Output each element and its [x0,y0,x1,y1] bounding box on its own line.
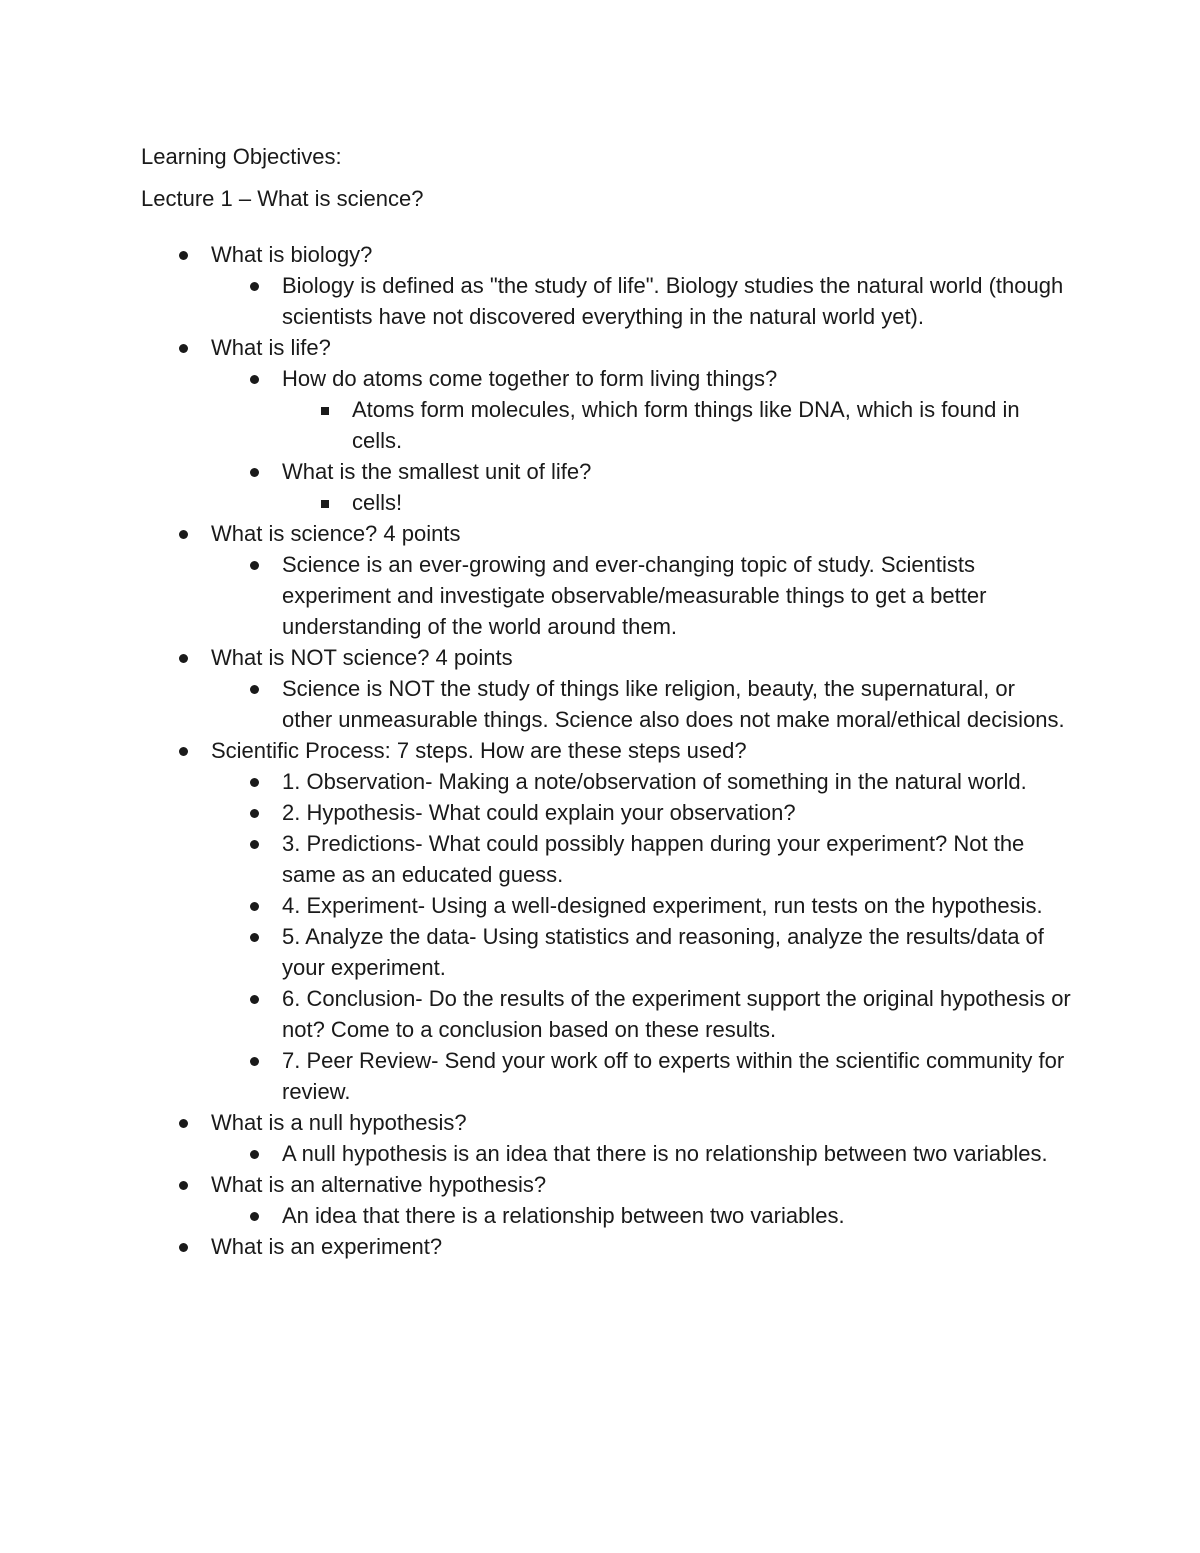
outline-item-text: What is the smallest unit of life? [282,459,592,484]
outline-item-text: cells! [352,490,403,515]
outline-item-level-2 [141,1045,1071,1107]
outline-item-level-1 [141,735,1071,766]
outline-item-text: A null hypothesis is an idea that there is no relationship between two variables. [282,1141,1048,1166]
document-body [141,141,1071,1262]
outline-item-text: What is NOT science? 4 points [211,645,513,670]
outline-item-level-2 [141,363,1071,394]
outline-item-text: 1. Observation- Making a note/observation of something in the natural world. [282,769,1027,794]
square-bullet-icon [321,407,329,415]
round-bullet-icon [250,995,259,1004]
round-bullet-icon [179,344,188,353]
outline-item-level-2 [141,890,1071,921]
round-bullet-icon [179,530,188,539]
outline-item-level-1 [141,1169,1071,1200]
round-bullet-icon [179,1181,188,1190]
outline-item-text: How do atoms come together to form living things? [282,366,778,391]
outline-item-level-1 [141,239,1071,270]
outline-item-level-2 [141,673,1071,735]
round-bullet-icon [179,1119,188,1128]
round-bullet-icon [250,1150,259,1159]
round-bullet-icon [179,747,188,756]
outline-item-text: What is an experiment? [211,1234,443,1259]
outline-item-text: Biology is defined as "the study of life". Biology studies the natural world (though scientists have not discovered everything in the natural world yet). [282,273,1064,329]
outline-item-level-2 [141,1138,1071,1169]
outline-item-level-1 [141,1107,1071,1138]
outline-item-level-2 [141,797,1071,828]
outline-item-level-2 [141,828,1071,890]
round-bullet-icon [250,902,259,911]
outline-item-text: Science is NOT the study of things like religion, beauty, the supernatural, or other unmeasurable things. Science also does not make moral/ethical decisions. [282,676,1065,732]
outline-item-level-2 [141,766,1071,797]
round-bullet-icon [250,282,259,291]
outline-item-text: What is science? 4 points [211,521,461,546]
outline-item-level-2 [141,549,1071,642]
outline-item-text: What is life? [211,335,331,360]
outline-item-level-2 [141,456,1071,487]
round-bullet-icon [179,1243,188,1252]
outline-list [141,239,1071,1262]
outline-item-text: Atoms form molecules, which form things like DNA, which is found in cells. [352,397,1020,453]
outline-item-text: Scientific Process: 7 steps. How are these steps used? [211,738,747,763]
outline-item-text: An idea that there is a relationship between two variables. [282,1203,845,1228]
outline-item-text: What is biology? [211,242,373,267]
round-bullet-icon [250,468,259,477]
outline-item-text: 2. Hypothesis- What could explain your observation? [282,800,796,825]
outline-item-level-1 [141,332,1071,363]
round-bullet-icon [250,375,259,384]
lecture-heading: Lecture 1 – What is science? [141,186,424,211]
outline-item-level-1 [141,642,1071,673]
outline-item-text: 6. Conclusion- Do the results of the experiment support the original hypothesis or not? Come to a conclusion based on these results. [282,986,1071,1042]
outline-item-level-1 [141,518,1071,549]
round-bullet-icon [250,840,259,849]
outline-item-text: 5. Analyze the data- Using statistics and reasoning, analyze the results/data of your experiment. [282,924,1044,980]
round-bullet-icon [250,809,259,818]
outline-item-level-2 [141,921,1071,983]
round-bullet-icon [250,685,259,694]
round-bullet-icon [179,654,188,663]
square-bullet-icon [321,500,329,508]
round-bullet-icon [250,933,259,942]
round-bullet-icon [250,1212,259,1221]
outline-item-text: 4. Experiment- Using a well-designed experiment, run tests on the hypothesis. [282,893,1043,918]
outline-item-text: What is an alternative hypothesis? [211,1172,547,1197]
round-bullet-icon [250,561,259,570]
outline-item-level-3 [141,487,1071,518]
document-title: Learning Objectives: [141,144,342,169]
round-bullet-icon [179,251,188,260]
outline-item-text: 7. Peer Review- Send your work off to experts within the scientific community for review. [282,1048,1065,1104]
round-bullet-icon [250,778,259,787]
outline-item-level-2 [141,983,1071,1045]
outline-item-text: What is a null hypothesis? [211,1110,467,1135]
outline-item-text: 3. Predictions- What could possibly happen during your experiment? Not the same as an educated guess. [282,831,1025,887]
round-bullet-icon [250,1057,259,1066]
outline-item-level-2 [141,270,1071,332]
outline-item-level-3 [141,394,1071,456]
outline-item-level-1 [141,1231,1071,1262]
outline-item-text: Science is an ever-growing and ever-changing topic of study. Scientists experiment and investigate observable/measurable things to get a better understanding of the world around them. [282,552,987,639]
outline-item-level-2 [141,1200,1071,1231]
